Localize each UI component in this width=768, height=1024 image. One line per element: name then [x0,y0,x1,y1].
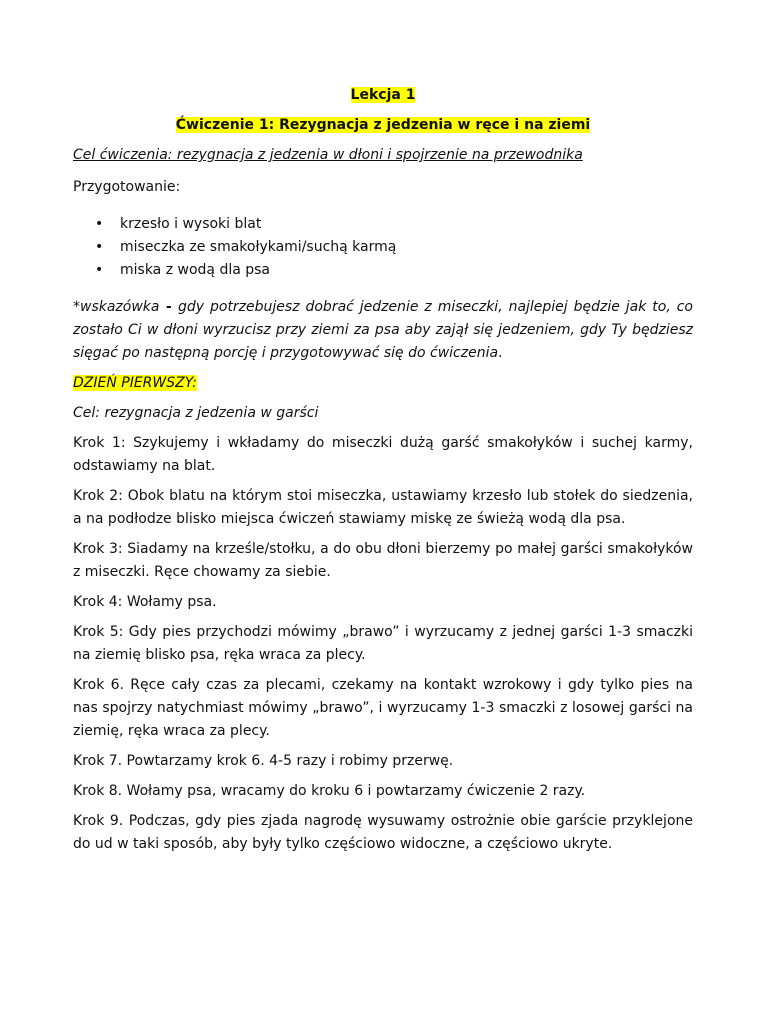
exercise-goal-text: Cel ćwiczenia: rezygnacja z jedzenia w dłoni i spojrzenie na przewodnika [73,147,583,163]
list-item-text: krzesło i wysoki blat [120,216,262,232]
exercise-title-text: Ćwiczenie 1: Rezygnacja z jedzenia w ręce i na ziemi [175,117,591,133]
preparation-list [73,213,693,282]
list-item [95,213,693,236]
day-title [73,372,693,395]
bullet-icon: • [95,216,104,232]
bullet-icon: • [95,239,104,255]
tip-end: . [498,345,503,361]
list-item [95,259,693,282]
step-paragraph: Krok 2: Obok blatu na którym stoi miseczka, ustawiamy krzesło lub stołek do siedzenia, a na podłodze blisko miejsca ćwiczeń stawiamy miskę ze świeżą wodą dla psa. [73,488,693,527]
step-paragraph: Krok 7. Powtarzamy krok 6. 4-5 razy i robimy przerwę. [73,753,454,769]
lesson-title-text: Lekcja 1 [350,87,416,103]
step-paragraph: Krok 9. Podczas, gdy pies zjada nagrodę wysuwamy ostrożnie obie garście przyklejone do ud w taki sposób, aby były tylko częściowo widoczne, a częściowo ukryte. [73,813,693,852]
document-page [73,84,693,863]
list-item-text: miseczka ze smakołykami/suchą karmą [120,239,397,255]
step-paragraph: Krok 6. Ręce cały czas za plecami, czekamy na kontakt wzrokowy i gdy tylko pies na nas spojrzy natychmiast mówimy „brawo”, i wyrzucamy 1-3 smaczki z losowej garści na ziemię, ręka wraca za plecy. [73,677,693,739]
step-paragraph: Krok 4: Wołamy psa. [73,594,217,610]
tip-text: gdy potrzebujesz dobrać jedzenie z miseczki, najlepiej będzie jak to, co zostało Ci w dłoni wyrzucisz przy ziemi za psa aby zajął się jedzeniem, gdy Ty będziesz sięgać po następną porcję i przygotowywać się do ćwiczenia [73,299,693,361]
tip-paragraph [73,296,693,365]
bullet-icon: • [95,262,104,278]
list-item [95,236,693,259]
list-item-text: miska z wodą dla psa [120,262,271,278]
exercise-goal [73,144,693,167]
day-title-text: DZIEŃ PIERWSZY: [73,375,197,391]
preparation-label: Przygotowanie: [73,179,181,195]
exercise-title [73,114,693,137]
step-paragraph: Krok 3: Siadamy na krześle/stołku, a do obu dłoni bierzemy po małej garści smakołyków z miseczki. Ręce chowamy za siebie. [73,541,693,580]
step-paragraph: Krok 8. Wołamy psa, wracamy do kroku 6 i powtarzamy ćwiczenie 2 razy. [73,783,586,799]
day-goal: Cel: rezygnacja z jedzenia w garści [73,405,319,421]
lesson-title [73,84,693,107]
tip-prefix: *wskazówka [73,299,160,315]
step-paragraph: Krok 1: Szykujemy i wkładamy do miseczki dużą garść smakołyków i suchej karmy, odstawiamy na blat. [73,435,693,474]
tip-dash: - [159,299,178,315]
step-paragraph: Krok 5: Gdy pies przychodzi mówimy „brawo” i wyrzucamy z jednej garści 1-3 smaczki na ziemię blisko psa, ręka wraca za plecy. [73,624,693,663]
